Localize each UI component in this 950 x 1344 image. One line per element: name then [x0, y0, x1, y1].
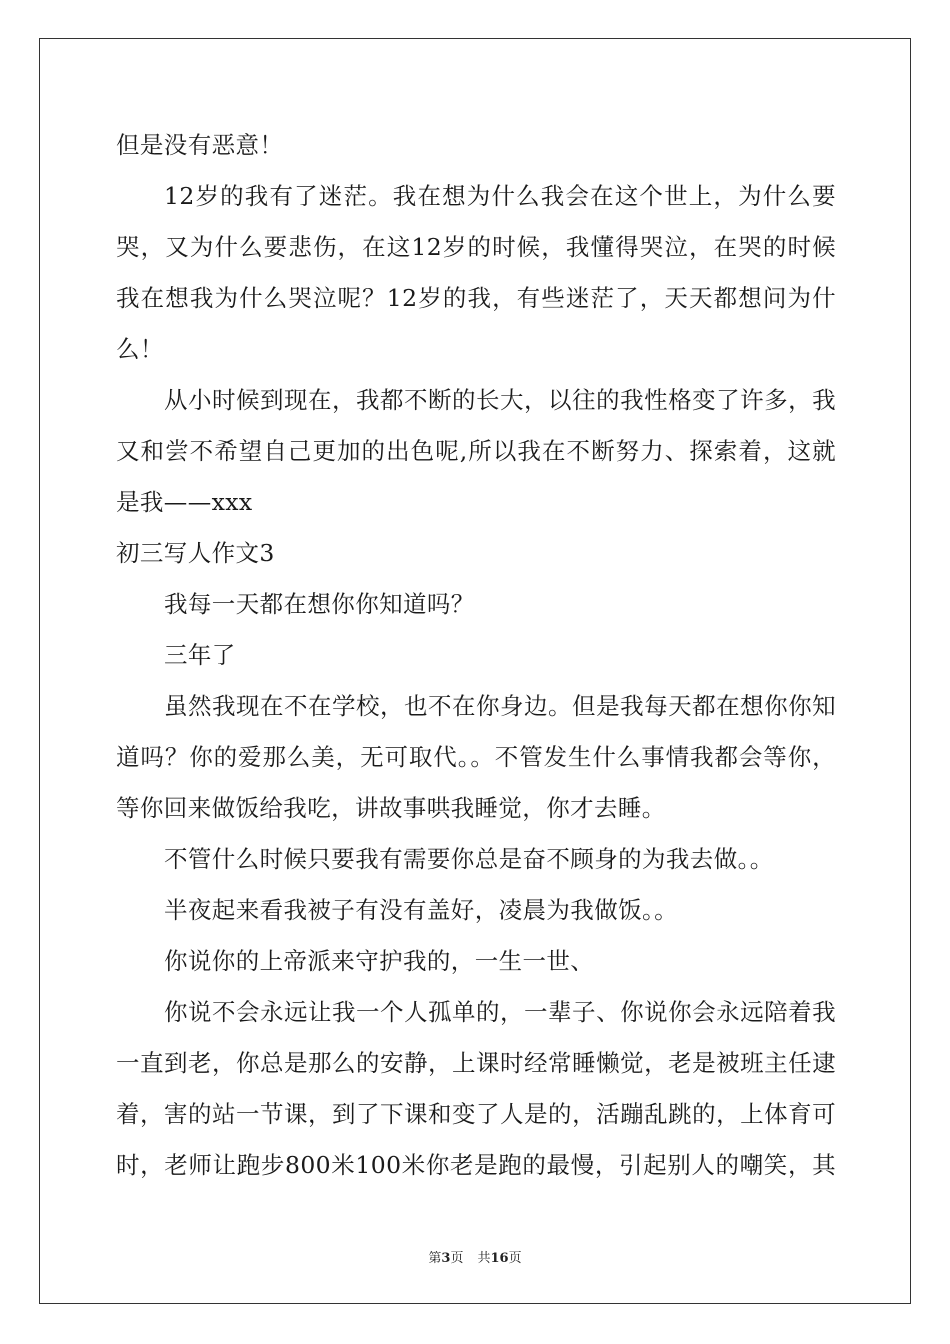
text-line: 又和尝不希望自己更加的出色呢,所以我在不断努力、探索着，这就	[116, 437, 836, 465]
text-line: 么！	[116, 335, 164, 363]
page-total: 16	[490, 1251, 509, 1266]
text-line: 不管什么时候只要我有需要你总是奋不顾身的为我去做。。	[164, 845, 774, 873]
text-line: 你说不会永远让我一个人孤单的，一辈子、你说你会永远陪着我	[164, 998, 836, 1026]
text-line: 虽然我现在不在学校，也不在你身边。但是我每天都在想你你知	[164, 692, 836, 720]
text-line: 道吗？你的爱那么美，无可取代。。不管发生什么事情我都会等你，	[116, 743, 836, 771]
text-line: 三年了	[164, 641, 236, 669]
text-line: 我每一天都在想你你知道吗？	[164, 590, 475, 618]
page-footer	[0, 1247, 950, 1266]
section-heading: 初三写人作文3	[116, 539, 275, 567]
text-line: 一直到老，你总是那么的安静，上课时经常睡懒觉，老是被班主任逮	[116, 1049, 836, 1077]
text-line: 等你回来做饭给我吃，讲故事哄我睡觉，你才去睡。	[116, 794, 666, 822]
text-line: 你说你的上帝派来守护我的，一生一世、	[164, 947, 595, 975]
text-line: 12岁的我有了迷茫。我在想为什么我会在这个世上，为什么要	[164, 182, 836, 210]
text-line: 是我——xxx	[116, 488, 253, 516]
text-line: 但是没有恶意！	[116, 131, 284, 159]
text-line: 时，老师让跑步800米100米你老是跑的最慢，引起别人的嘲笑，其	[116, 1151, 836, 1179]
document-body	[116, 120, 836, 1191]
page-suffix: 页	[450, 1251, 464, 1266]
text-line: 半夜起来看我被子有没有盖好，凌晨为我做饭。。	[164, 896, 679, 924]
page-prefix: 第	[428, 1251, 442, 1266]
page-current: 3	[441, 1251, 451, 1266]
text-line: 从小时候到现在，我都不断的长大，以往的我性格变了许多，我	[164, 386, 836, 414]
text-line: 着，害的站一节课，到了下课和变了人是的，活蹦乱跳的，上体育可	[116, 1100, 836, 1128]
total-suffix: 页	[508, 1251, 522, 1266]
total-prefix: 共	[477, 1251, 491, 1266]
text-line: 我在想我为什么哭泣呢？12岁的我，有些迷茫了，天天都想问为什	[116, 284, 836, 312]
text-line: 哭，又为什么要悲伤，在这12岁的时候，我懂得哭泣，在哭的时候	[116, 233, 836, 261]
